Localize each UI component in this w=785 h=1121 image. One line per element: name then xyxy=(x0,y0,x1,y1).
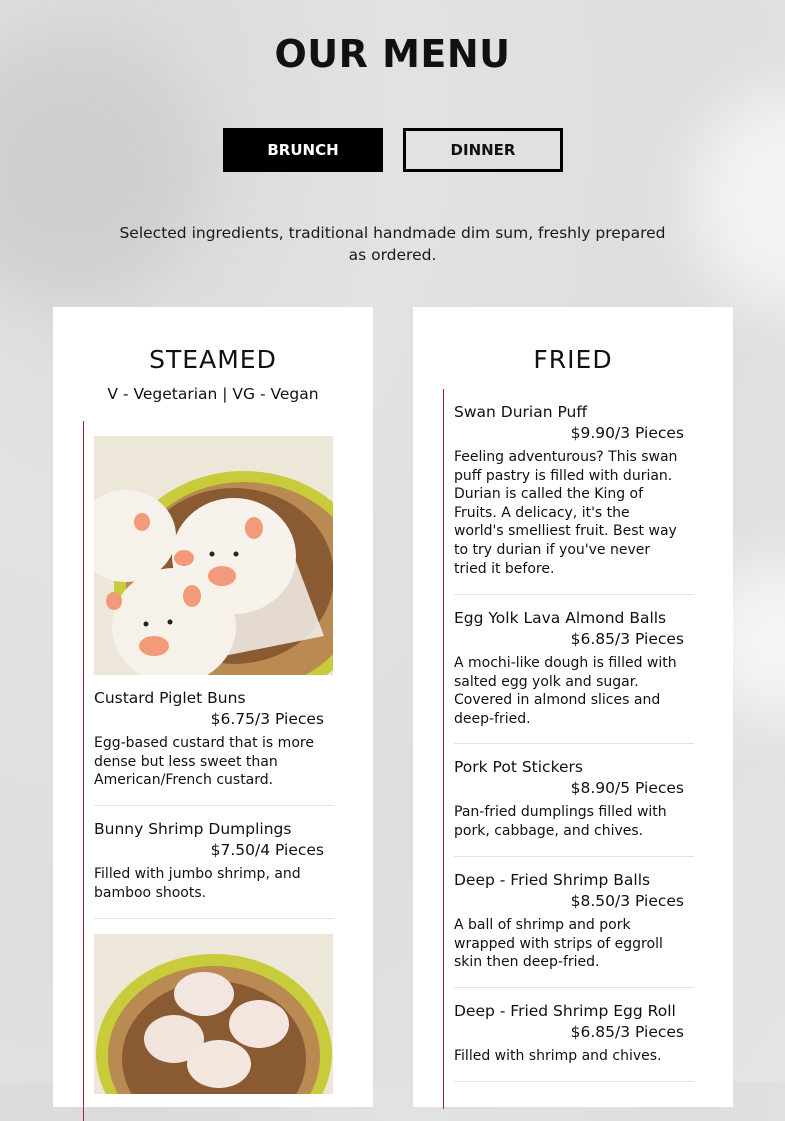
item-name: Custard Piglet Buns xyxy=(94,689,246,707)
item-name: Swan Durian Puff xyxy=(454,403,588,421)
tab-dinner[interactable]: DINNER xyxy=(403,128,563,172)
item-description: A mochi-like dough is filled with salted egg yolk and sugar. Covered in almond slices and deep-fried. xyxy=(454,655,677,727)
item-description: Egg-based custard that is more dense but less sweet than American/French custard. xyxy=(94,735,314,789)
menu-item xyxy=(454,757,694,840)
item-name: Deep - Fried Shrimp Balls xyxy=(454,871,651,889)
menu-item xyxy=(94,819,334,902)
menu-item xyxy=(454,608,694,728)
menu-item xyxy=(454,870,694,972)
item-price: $6.85/3 Pieces xyxy=(570,1023,684,1041)
accent-line xyxy=(83,421,84,1121)
item-name: Pork Pot Stickers xyxy=(454,758,583,776)
item-price: $6.85/3 Pieces xyxy=(570,630,684,648)
item-price: $9.90/3 Pieces xyxy=(570,424,684,442)
bunny-shrimp-dumplings-photo xyxy=(94,934,333,1094)
divider xyxy=(454,594,694,595)
item-description: Filled with shrimp and chives. xyxy=(454,1048,662,1064)
menu-item xyxy=(454,1001,694,1066)
accent-line xyxy=(443,389,444,1109)
divider xyxy=(454,987,694,988)
divider xyxy=(454,856,694,857)
item-price: $8.50/3 Pieces xyxy=(570,892,684,910)
fried-title: FRIED xyxy=(533,345,613,374)
item-description: Feeling adventurous? This swan puff pastry is filled with durian. Durian is called the King of Fruits. A delicacy, it's the world's smelliest fruit. Best way to try durian if you've never tried it before. xyxy=(454,449,678,577)
page-title: OUR MENU xyxy=(274,32,511,76)
item-price: $8.90/5 Pieces xyxy=(570,779,684,797)
menu-intro: Selected ingredients, traditional handmade dim sum, freshly prepared as ordered. xyxy=(119,224,666,264)
divider xyxy=(94,805,334,806)
custard-piglet-buns-photo xyxy=(94,436,333,675)
item-name: Egg Yolk Lava Almond Balls xyxy=(454,609,667,627)
steamed-title: STEAMED xyxy=(149,345,277,374)
item-description: A ball of shrimp and pork wrapped with strips of eggroll skin then deep-fried. xyxy=(454,917,663,971)
item-description: Pan-fried dumplings filled with pork, cabbage, and chives. xyxy=(454,804,667,839)
item-price: $7.50/4 Pieces xyxy=(210,841,324,859)
menu-item xyxy=(454,402,694,578)
divider xyxy=(94,918,334,919)
divider xyxy=(454,743,694,744)
item-name: Deep - Fried Shrimp Egg Roll xyxy=(454,1002,676,1020)
tab-brunch[interactable]: BRUNCH xyxy=(223,128,383,172)
diet-legend: V - Vegetarian | VG - Vegan xyxy=(107,385,319,403)
fried-card xyxy=(413,307,733,1107)
item-price: $6.75/3 Pieces xyxy=(210,710,324,728)
item-description: Filled with jumbo shrimp, and bamboo shoots. xyxy=(94,866,301,901)
steamed-card xyxy=(53,307,373,1107)
item-name: Bunny Shrimp Dumplings xyxy=(94,820,292,838)
background-blur xyxy=(690,90,785,310)
menu-item xyxy=(94,688,334,790)
